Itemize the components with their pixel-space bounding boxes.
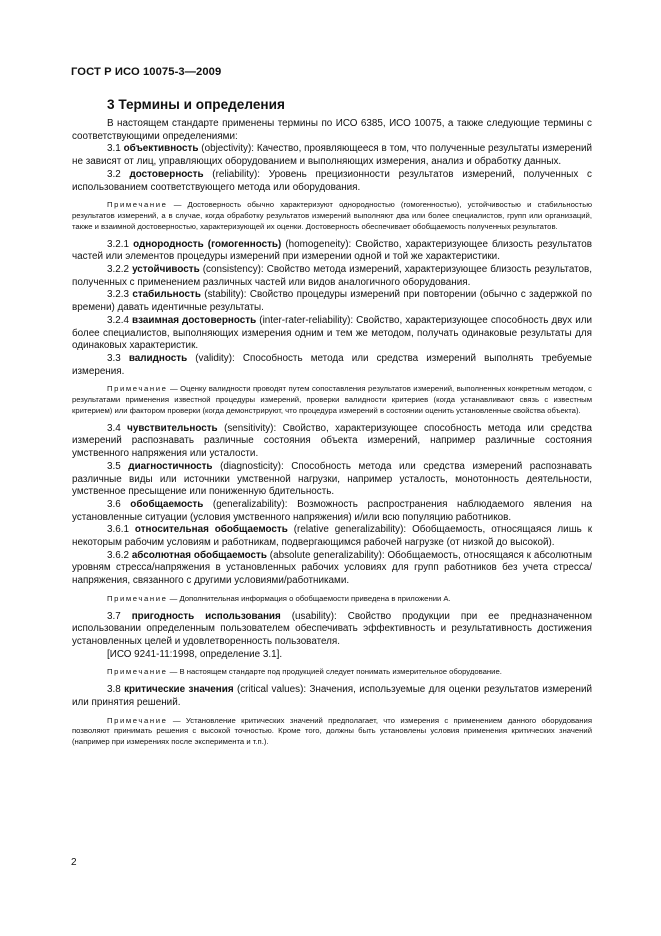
page-number: 2 [71,857,77,868]
term-3-5: 3.5 диагностичность (diagnosticity): Способность метода или средства измерений распознавать различные виды или источники умственной нагрузки, например усталость, монотонность деятельности, умственное пресыщение или пониженную бдительность. [72,460,592,498]
term-name: пригодность использования [131,610,281,622]
term-3-2-4: 3.2.4 взаимная достоверность (inter-rater-reliability): Свойство, характеризующее способность двух или более специалистов, выполняющих измерения одним и тем же методом, получать одинаковые результаты для одинаковых характеристик. [72,314,592,352]
term-name: устойчивость [132,264,200,276]
note-generalizability: Примечание — Дополнительная информация о обобщаемости приведена в приложении А. [107,593,451,603]
note-label: Примечание [107,593,168,603]
document-body [72,118,592,754]
note-label: Примечание [107,667,168,677]
term-3-2-2: 3.2.2 устойчивость (consistency): Свойство метода измерений, характеризующее близость результатов, полученных с применением различных частей или видов аналогичного оборудования. [72,264,592,288]
note-label: Примечание [107,715,168,725]
term-3-1: 3.1 объективность (objectivity): Качество, проявляющееся в том, что полученные результаты измерений не зависят от лиц, управляющих оборудованием и выполняющих измерения, анализ и обработку данных. [72,143,592,168]
term-3-2-3: 3.2.3 стабильность (stability): Свойство процедуры измерений при повторении (обычно с задержкой по времени) давать идентичные результаты. [72,289,592,314]
term-3-2: 3.2 достоверность (reliability): Уровень прецизионности результатов измерений, полученных с использованием соответствующего метода или оборудования. [72,168,592,193]
term-name: диагностичность [128,460,213,472]
note-validity: Примечание — Оценку валидности проводят путем сопоставления результатов измерений, выполненных конкретным методом, с результатами применения известной процедуры измерений, проверки валидности критериев (когда устанавливают связь с известным критерием) или фактором проверки (когда демонстрируют, что процедура измерений в состоянии оценить установленные свойства объекта). [72,384,592,415]
term-3-6: 3.6 обобщаемость (generalizability): Возможность распространения наблюдаемого явления на установленные ситуации (условия умственного напряжения) и/или всю популяцию работников. [72,498,592,523]
term-name: чувствительность [127,422,218,434]
term-name: достоверность [129,168,204,180]
note-usability: Примечание — В настоящем стандарте под продукцией следует понимать измерительное оборудование. [107,667,502,677]
term-name: стабильность [132,289,201,301]
document-header: ГОСТ Р ИСО 10075-3—2009 [71,66,222,78]
note-critical-values: Примечание — Установление критических значений предполагает, что измерения с применением данного оборудования позволяют принимать решения с высокой точностью. Кроме того, должны быть установлены условия применения критических значений (например при измерениях после эксперимента и т.п.). [72,715,593,747]
term-name: валидность [128,352,188,364]
term-name: критические значения [124,684,234,696]
term-3-8: 3.8 критические значения (critical values): Значения, используемые для оценки результатов измерений или принятия решений. [72,684,592,708]
term-3-3: 3.3 валидность (validity): Способность метода или средства измерений выполнять требуемые измерения. [72,352,592,377]
term-3-6-1: 3.6.1 относительная обобщаемость (relative generalizability): Обобщаемость, относящаяся лишь к некоторым рабочим условиям и работникам, подвергающимся рабочей нагрузке (от низкой до высокой). [72,524,593,549]
intro-paragraph: В настоящем стандарте применены термины по ИСО 6385, ИСО 10075, а также следующие термины с соответствующими определениями: [72,118,592,142]
term-3-7: 3.7 пригодность использования (usability): Свойство продукции при ее предназначенном использовании определенным пользователем обеспечивать эффективность и результативность достижения установленных целей и удовлетворенность пользователя. [72,610,592,648]
reference-iso-9241: [ИСО 9241-11:1998, определение 3.1]. [107,648,283,660]
term-name: однородность (гомогенность) [133,238,282,250]
term-name: обобщаемость [130,498,204,510]
term-name: взаимная достоверность [132,314,257,326]
note-label: Примечание [107,384,168,394]
note-label: Примечание [107,200,168,210]
term-3-4: 3.4 чувствительность (sensitivity): Свойство, характеризующее способность метода или средства измерений распознавать различные состояния объекта измерений, например различные состояния умственного напряжения или усталости. [72,422,593,460]
note-reliability: Примечание — Достоверность обычно характеризуют однородностью (гомогенностью), устойчивостью и стабильностью результатов измерений, а в случае, когда обработку результатов измерений выполняют два или более специалистов, групп или организаций, также и взаимной достоверностью, характеризующей их оценки. Достоверность обеспечивает обобщаемость полученных результатов. [72,200,592,231]
term-name: относительная обобщаемость [134,524,288,536]
term-3-2-1: 3.2.1 однородность (гомогенность) (homogeneity): Свойство, характеризующее близость результатов частей или элементов процедуры измерений при измерении одной и той же характеристики. [72,238,592,263]
term-name: объективность [123,143,199,155]
section-title: 3 Термины и определения [107,97,285,112]
term-name: абсолютная обобщаемость [131,549,267,561]
term-3-6-2: 3.6.2 абсолютная обобщаемость (absolute generalizability): Обобщаемость, относящаяся к абсолютным уровням стресса/напряжения в установленных рабочих условиях для групп работников без учета стресса/напряжения, связанного с другими условиями/работниками. [72,549,592,587]
